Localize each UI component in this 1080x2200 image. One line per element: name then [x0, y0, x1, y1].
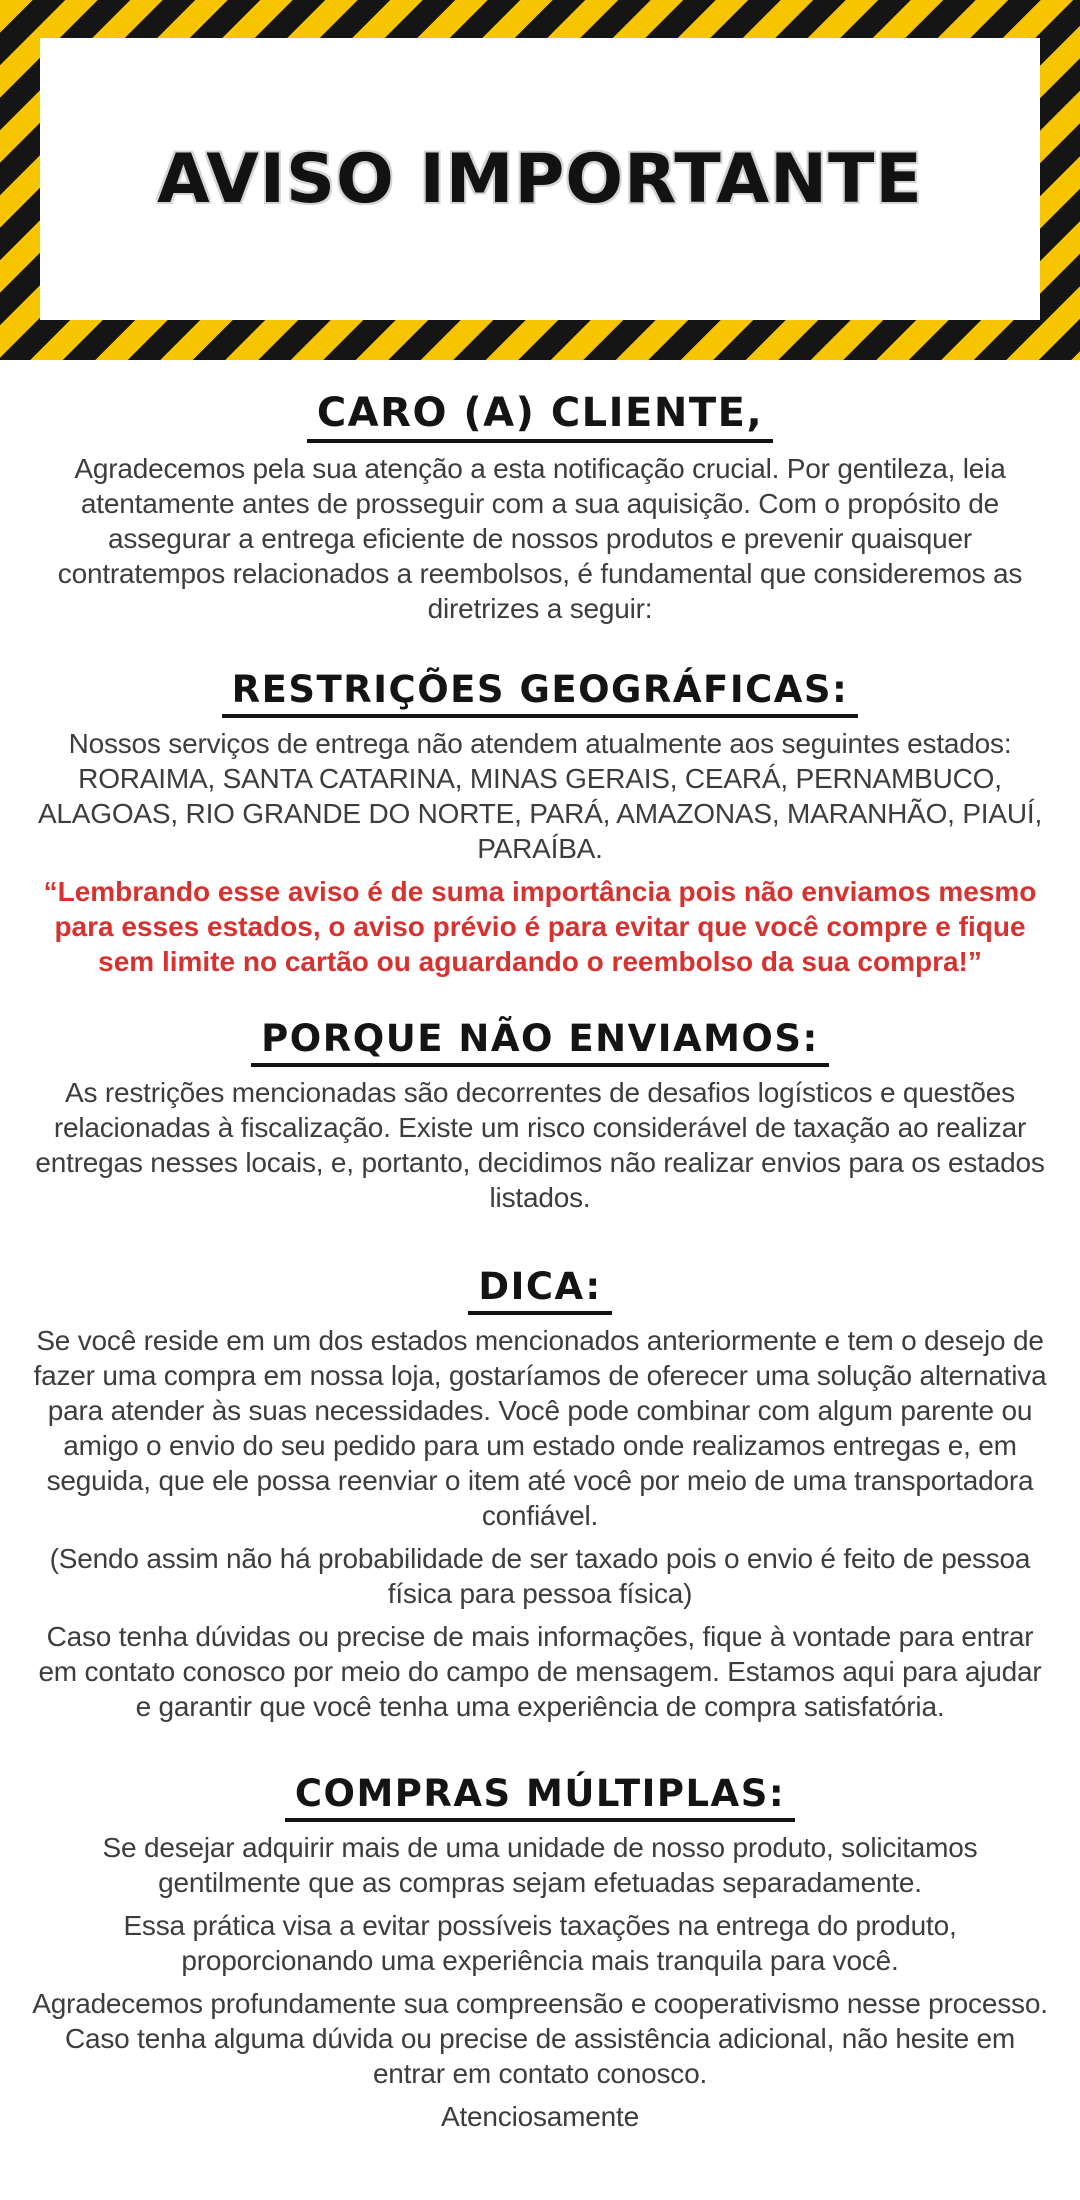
notice-body — [30, 390, 1050, 2134]
signoff: Atenciosamente — [441, 2101, 639, 2132]
tip-heading-text: DICA: — [468, 1265, 611, 1315]
multiples-heading-text: COMPRAS MÚLTIPLAS: — [285, 1772, 795, 1822]
multiples-paragraph-1: Se desejar adquirir mais de uma unidade de nosso produto, solicitamos gentilmente que as compras sejam efetuadas separadamente. — [102, 1832, 978, 1898]
restrictions-warning: “Lembrando esse aviso é de suma importância pois não enviamos mesmo para esses estados, o aviso prévio é para evitar que você compre e fique sem limite no cartão ou aguardando o reembolso da sua compra!” — [43, 876, 1037, 977]
greeting-heading — [30, 390, 1050, 443]
tip-note: (Sendo assim não há probabilidade de ser taxado pois o envio é feito de pessoa física para pessoa física) — [49, 1543, 1031, 1609]
page-title: AVISO IMPORTANTE — [157, 139, 923, 219]
why-paragraph: As restrições mencionadas são decorrentes de desafios logísticos e questões relacionadas à fiscalização. Existe um risco considerável de taxação ao realizar entregas nesses locais, e, portanto, decidimos não realizar envios para os estados listados. — [35, 1077, 1045, 1213]
restrictions-heading — [30, 668, 1050, 718]
tip-contact: Caso tenha dúvidas ou precise de mais informações, fique à vontade para entrar em contato conosco por meio do campo de mensagem. Estamos aqui para ajudar e garantir que você tenha uma experiência de compra satisfatória. — [38, 1621, 1042, 1722]
greeting-heading-text: CARO (A) CLIENTE, — [307, 390, 773, 443]
restrictions-heading-text: RESTRIÇÕES GEOGRÁFICAS: — [222, 668, 859, 718]
closing-paragraph: Agradecemos profundamente sua compreensão e cooperativismo nesse processo. Caso tenha alguma dúvida ou precise de assistência adicional, não hesite em entrar em contato conosco. — [32, 1988, 1048, 2089]
restrictions-paragraph: Nossos serviços de entrega não atendem atualmente aos seguintes estados: RORAIMA, SANTA CATARINA, MINAS GERAIS, CEARÁ, PERNAMBUCO, ALAGOAS, RIO GRANDE DO NORTE, PARÁ, AMAZONAS, MARANHÃO, PIAUÍ, PARAÍBA. — [37, 728, 1043, 864]
multiples-heading — [30, 1772, 1050, 1822]
banner-title-box — [40, 38, 1040, 320]
tip-heading — [30, 1265, 1050, 1315]
caution-stripes-banner — [0, 0, 1080, 360]
intro-paragraph: Agradecemos pela sua atenção a esta notificação crucial. Por gentileza, leia atentamente antes de prosseguir com a sua aquisição. Com o propósito de assegurar a entrega eficiente de nossos produtos e prevenir quaisquer contratempos relacionados a reembolsos, é fundamental que consideremos as diretrizes a seguir: — [57, 453, 1023, 624]
why-heading — [30, 1017, 1050, 1067]
why-heading-text: PORQUE NÃO ENVIAMOS: — [251, 1017, 829, 1067]
tip-paragraph: Se você reside em um dos estados mencionados anteriormente e tem o desejo de fazer uma compra em nossa loja, gostaríamos de oferecer uma solução alternativa para atender às suas necessidades. Você pode combinar com algum parente ou amigo o envio do seu pedido para um estado onde realizamos entregas e, em seguida, que ele possa reenviar o item até você por meio de uma transportadora confiável. — [33, 1325, 1047, 1531]
multiples-paragraph-2: Essa prática visa a evitar possíveis taxações na entrega do produto, proporcionando uma experiência mais tranquila para você. — [123, 1910, 957, 1976]
